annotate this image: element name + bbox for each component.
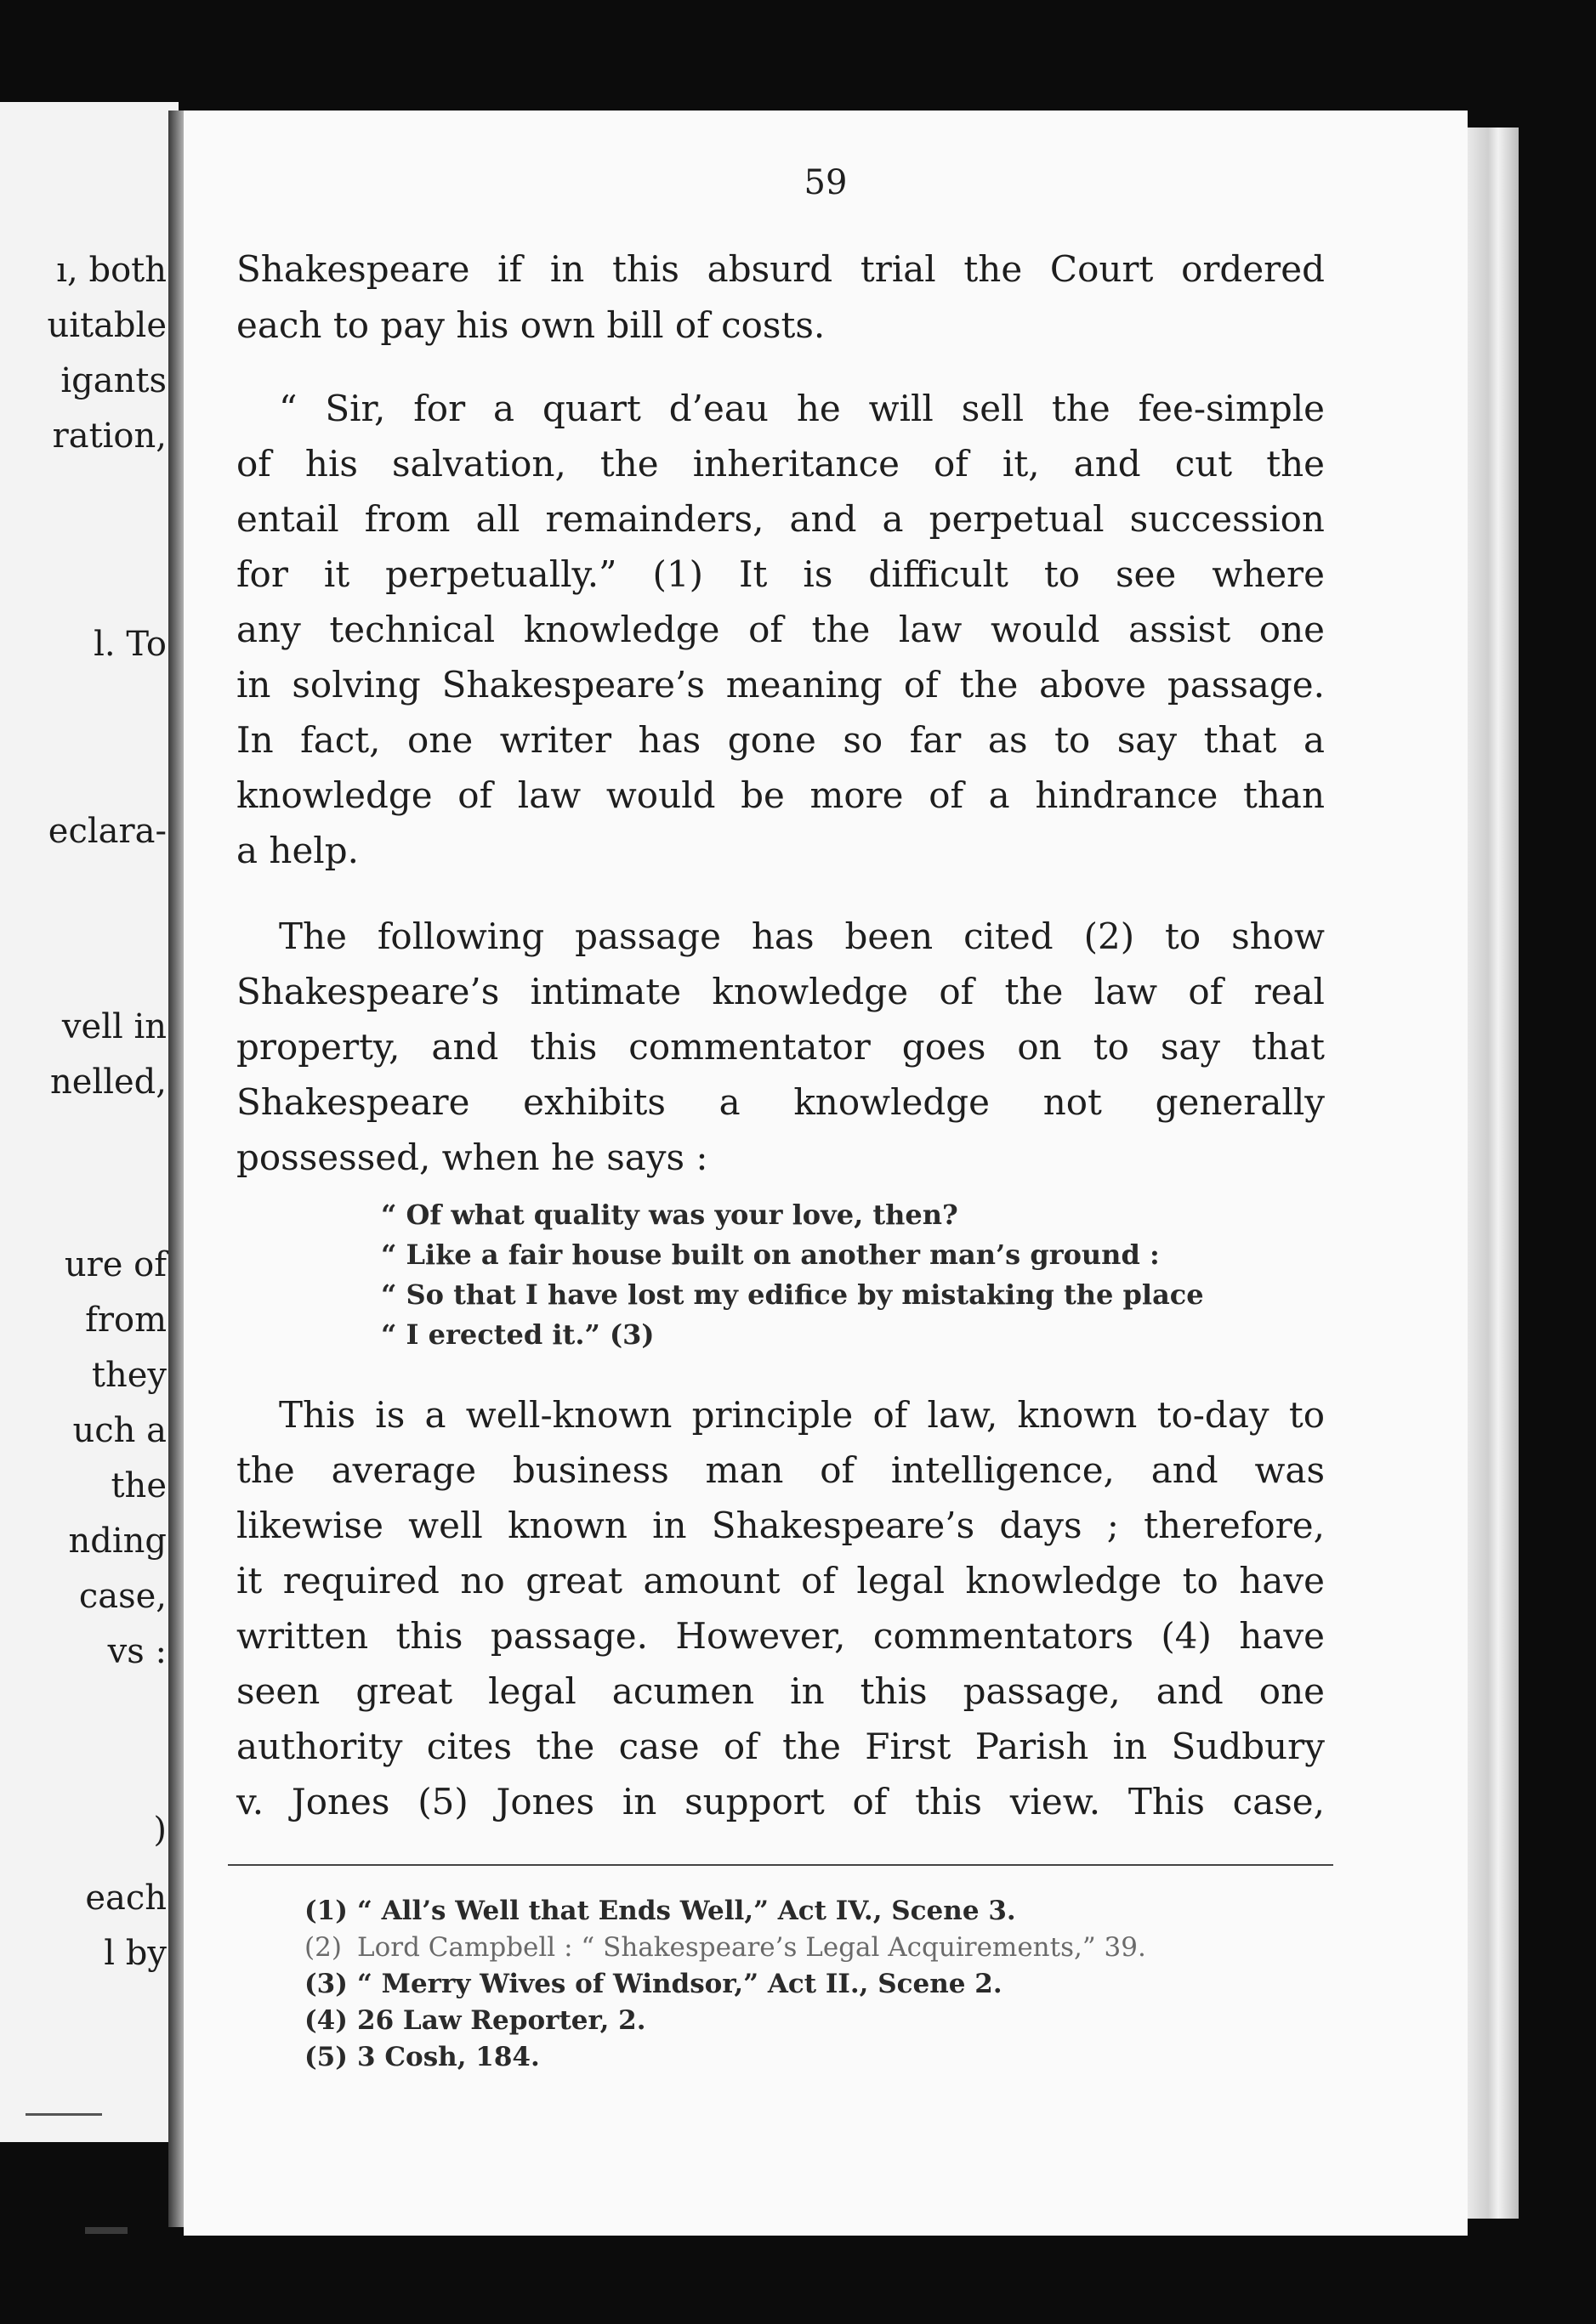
footnote bbox=[304, 1898, 1016, 1924]
text-line: v. Jones (5) Jones in support of this view. This case, bbox=[236, 1781, 1325, 1822]
text-line: the average business man of intelligence, and was bbox=[236, 1449, 1325, 1491]
footnote-number: (5) bbox=[304, 2042, 348, 2072]
footnote-number: (1) bbox=[304, 1896, 348, 1926]
quotation-line: “ Like a fair house built on another man’s ground : bbox=[381, 1239, 1160, 1271]
text-line: a help. bbox=[236, 830, 359, 871]
footnote bbox=[304, 1932, 1146, 1963]
left-page-fragment: nelled, bbox=[49, 1063, 167, 1102]
footnote bbox=[304, 2005, 646, 2036]
left-page-fragment: they bbox=[91, 1356, 167, 1395]
left-page-fragment: vell in bbox=[61, 1007, 167, 1046]
text-line: This is a well-known principle of law, known to-day to bbox=[279, 1394, 1325, 1436]
quotation-line: “ I erected it.” (3) bbox=[381, 1318, 655, 1351]
text-line: possessed, when he says : bbox=[236, 1136, 708, 1178]
text-line: likewise well known in Shakespeare’s days ; therefore, bbox=[236, 1505, 1325, 1546]
footnote-rule bbox=[228, 1864, 1333, 1866]
footnote-text: 3 Cosh, 184. bbox=[357, 2042, 540, 2072]
footnote bbox=[304, 1971, 1002, 1998]
left-page-fragment: vs : bbox=[107, 1632, 167, 1671]
text-line: written this passage. However, commentators (4) have bbox=[236, 1615, 1325, 1657]
left-page-fragment: uitable bbox=[47, 306, 167, 345]
text-line: each to pay his own bill of costs. bbox=[236, 304, 826, 346]
text-line: The following passage has been cited (2) to show bbox=[279, 915, 1325, 957]
text-line: In fact, one writer has gone so far as to say that a bbox=[236, 719, 1325, 761]
left-page-fragment: eclara- bbox=[48, 812, 167, 851]
left-page-fragment: ı, both bbox=[56, 251, 167, 290]
left-page-fragment: ration, bbox=[52, 417, 167, 456]
left-page-fragment: l. To bbox=[94, 625, 167, 664]
text-line: for it perpetually.” (1) It is difficult to see where bbox=[236, 553, 1325, 595]
footnote-text: Lord Campbell : “ Shakespeare’s Legal Acquirements,” 39. bbox=[357, 1932, 1146, 1963]
footnote-number: (4) bbox=[304, 2005, 348, 2036]
text-line: “ Sir, for a quart d’eau he will sell the fee-simple bbox=[279, 388, 1325, 429]
left-page-fragment: nding bbox=[68, 1522, 167, 1561]
left-page-fragment: l by bbox=[104, 1934, 167, 1973]
page-number: 59 bbox=[804, 163, 848, 202]
quotation-line: “ Of what quality was your love, then? bbox=[381, 1199, 958, 1231]
left-page-fragment: from bbox=[85, 1301, 167, 1340]
left-page-fragment: uch a bbox=[72, 1411, 167, 1450]
text-line: it required no great amount of legal knowledge to have bbox=[236, 1560, 1325, 1601]
quotation-line: “ So that I have lost my edifice by mistaking the place bbox=[381, 1278, 1204, 1311]
text-line: Shakespeare exhibits a knowledge not generally bbox=[236, 1081, 1325, 1123]
footnote bbox=[304, 2044, 540, 2071]
text-line: entail from all remainders, and a perpetual succession bbox=[236, 498, 1325, 540]
text-line: any technical knowledge of the law would assist one bbox=[236, 609, 1325, 650]
text-line: Shakespeare’s intimate knowledge of the law of real bbox=[236, 971, 1325, 1012]
text-line: Shakespeare if in this absurd trial the Court ordered bbox=[236, 248, 1325, 290]
left-page-fragment: igants bbox=[60, 361, 167, 400]
page-edge-stack bbox=[1468, 128, 1519, 2219]
book-gutter bbox=[168, 111, 185, 2227]
footnote-text: “ Merry Wives of Windsor,” Act II., Scene 2. bbox=[357, 1969, 1002, 1999]
footnote-text: 26 Law Reporter, 2. bbox=[357, 2005, 646, 2036]
left-page-fragment: the bbox=[111, 1466, 167, 1505]
previous-page-strip bbox=[0, 102, 179, 2142]
footnote-number: (2) bbox=[304, 1932, 342, 1963]
left-page-fragment: ) bbox=[153, 1811, 167, 1850]
left-page-fragment: ure of bbox=[64, 1245, 167, 1284]
footnote-number: (3) bbox=[304, 1969, 348, 1999]
text-line: of his salvation, the inheritance of it, and cut the bbox=[236, 443, 1325, 485]
page-59 bbox=[184, 111, 1468, 2236]
text-line: knowledge of law would be more of a hindrance than bbox=[236, 774, 1325, 816]
text-line: authority cites the case of the First Parish in Sudbury bbox=[236, 1726, 1325, 1767]
footnote-text: “ All’s Well that Ends Well,” Act IV., Scene 3. bbox=[357, 1896, 1016, 1926]
text-line: seen great legal acumen in this passage, and one bbox=[236, 1670, 1325, 1712]
text-line: property, and this commentator goes on to say that bbox=[236, 1026, 1325, 1068]
left-page-fragment: each bbox=[85, 1879, 167, 1918]
scan-artifact bbox=[85, 2227, 128, 2234]
left-page-rule bbox=[26, 2113, 102, 2116]
left-page-fragment: case, bbox=[78, 1577, 167, 1616]
text-line: in solving Shakespeare’s meaning of the above passage. bbox=[236, 664, 1325, 706]
